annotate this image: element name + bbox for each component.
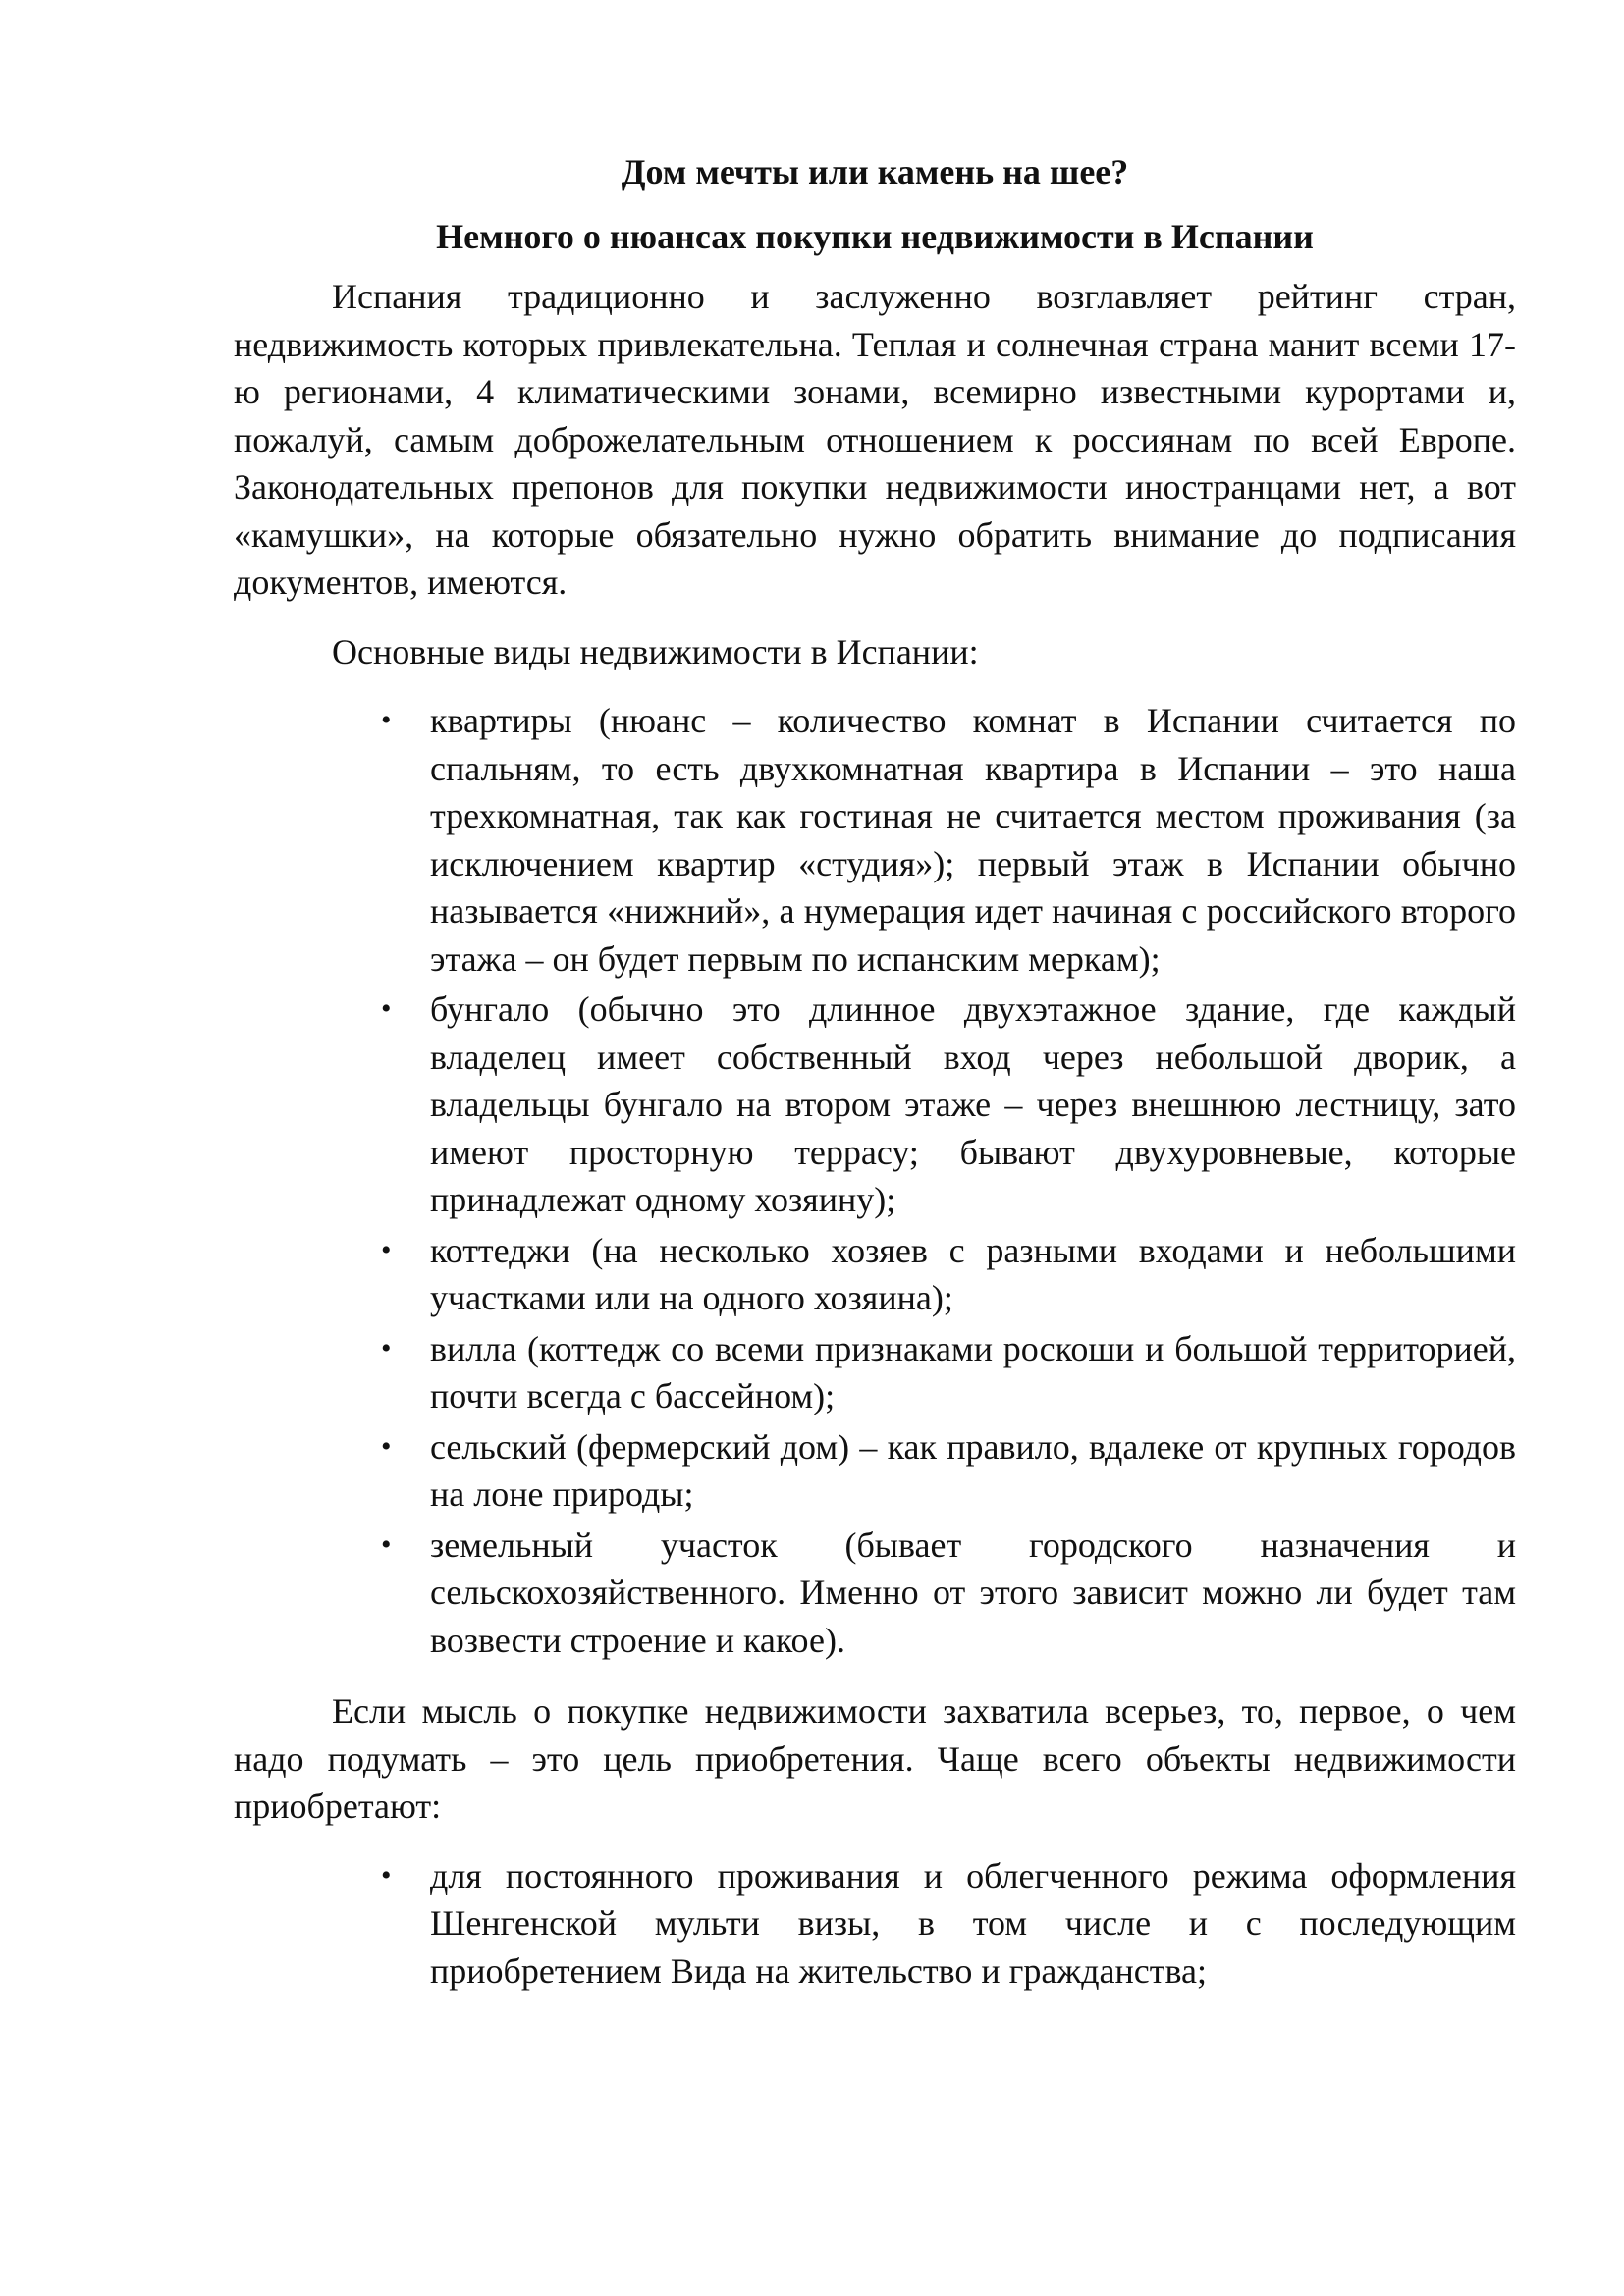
list-item bbox=[381, 1325, 1516, 1420]
property-types-list bbox=[234, 697, 1516, 1664]
bullet-icon: • bbox=[381, 704, 392, 736]
list-item-text: вилла (коттедж со всеми признаками роскоши и большой территорией, почти всегда с бассейном); bbox=[430, 1328, 1516, 1415]
list-item bbox=[381, 986, 1516, 1224]
list-item-text: коттеджи (на несколько хозяев с разными входами и небольшими участками или на одного хозяина); bbox=[430, 1230, 1516, 1317]
bullet-icon: • bbox=[381, 1331, 392, 1364]
bullet-icon: • bbox=[381, 1429, 392, 1463]
intro-paragraph: Испания традиционно и заслуженно возглавляет рейтинг стран, недвижимость которых привлекательна. Теплая и солнечная страна манит всеми 17-ю регионами, 4 климатическими зонами, всемирно известными курортами и, пожалуй, самым доброжелательным отношением к россиянам по всей Европе. Законодательных препонов для покупки недвижимости иностранцами нет, а вот «камушки», на которые обязательно нужно обратить внимание до подписания документов, имеются. bbox=[234, 277, 1516, 602]
purposes-list bbox=[234, 1852, 1516, 1996]
purpose-intro-paragraph: Если мысль о покупке недвижимости захватила всерьез, то, первое, о чем надо подумать – это цель приобретения. Чаще всего объекты недвижимости приобретают: bbox=[234, 1691, 1516, 1826]
document-title: Дом мечты или камень на шее? bbox=[621, 152, 1129, 191]
list-item-text: квартиры (нюанс – количество комнат в Испании считается по спальням, то есть двухкомнатная квартира в Испании – это наша трехкомнатная, так как гостиная не считается местом проживания (за исключением квартир «студия»); первый этаж в Испании обычно называется «нижний», а нумерация идет начиная с российского второго этажа – он будет первым по испанским меркам); bbox=[430, 701, 1516, 979]
bullet-icon: • bbox=[381, 992, 392, 1025]
list-item-text: земельный участок (бывает городского назначения и сельскохозяйственного. Именно от этого зависит можно ли будет там возвести строение и какое). bbox=[430, 1524, 1516, 1660]
list-item bbox=[381, 697, 1516, 983]
list-item bbox=[381, 1852, 1516, 1996]
list-item bbox=[381, 1227, 1516, 1322]
list-item-text: для постоянного проживания и облегченного режима оформления Шенгенской мульти визы, в том числе и с последующим приобретением Вида на жительство и гражданства; bbox=[430, 1855, 1516, 1991]
bullet-icon: • bbox=[381, 1527, 392, 1561]
document-page bbox=[234, 147, 1516, 1998]
list-item-text: бунгало (обычно это длинное двухэтажное здание, где каждый владелец имеет собственный вход через небольшой дворик, а владельцы бунгало на втором этаже – через внешнюю лестницу, зато имеют просторную террасу; бывают двухуровневые, которые принадлежат одному хозяину); bbox=[430, 989, 1516, 1219]
list-item-text: сельский (фермерский дом) – как правило, вдалеке от крупных городов на лоне природы; bbox=[430, 1426, 1516, 1514]
list-item bbox=[381, 1522, 1516, 1665]
bullet-icon: • bbox=[381, 1858, 392, 1892]
property-types-lead: Основные виды недвижимости в Испании: bbox=[332, 631, 979, 671]
document-subtitle: Немного о нюансах покупки недвижимости в Испании bbox=[436, 217, 1314, 256]
list-item bbox=[381, 1423, 1516, 1519]
bullet-icon: • bbox=[381, 1233, 392, 1266]
